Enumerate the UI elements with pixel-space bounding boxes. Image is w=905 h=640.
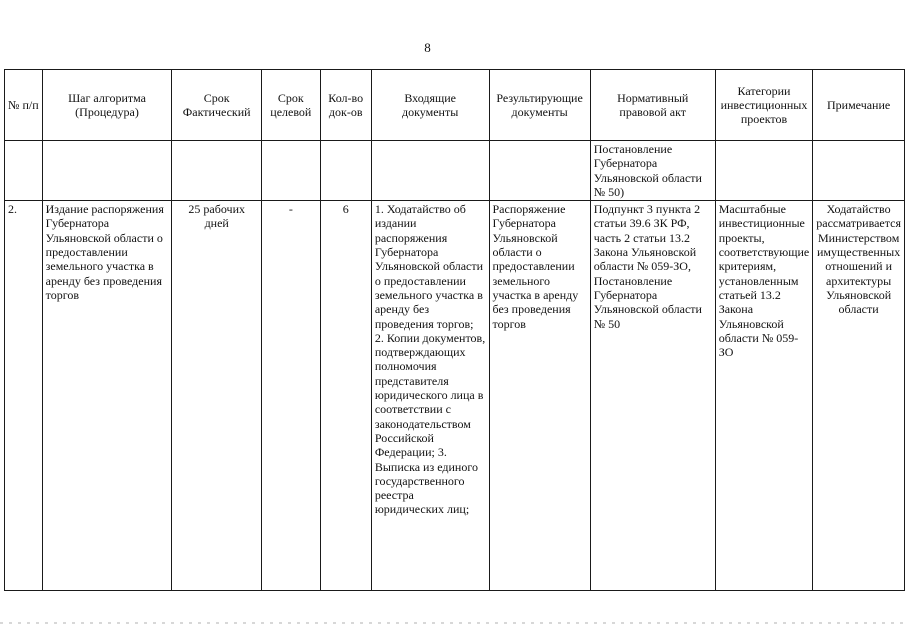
continuation-row	[5, 141, 905, 201]
row-category: Масштабные инвестиционные проекты, соответствующие критериям, установленным статьей 13.2 Закона Ульяновской области № 059-ЗО	[715, 201, 813, 591]
page-number: 8	[424, 40, 431, 55]
row-doc-count: 6	[320, 201, 371, 591]
cont-cell-term-target	[262, 141, 321, 201]
header-row	[5, 70, 905, 141]
header-term-actual: Срок Фактический	[172, 70, 262, 141]
row-term-actual: 25 рабочих дней	[172, 201, 262, 591]
cont-cell-step	[42, 141, 172, 201]
header-result-docs: Результирующие документы	[489, 70, 590, 141]
cont-cell-category	[715, 141, 813, 201]
cont-cell-doc-count	[320, 141, 371, 201]
row-note: Ходатайство рассматривается Министерством имущественных отношений и архитектуры Ульяновской области	[813, 201, 905, 591]
cont-cell-term-actual	[172, 141, 262, 201]
scan-noise-strip	[0, 622, 905, 624]
cont-cell-num	[5, 141, 43, 201]
header-legal-act: Нормативный правовой акт	[590, 70, 715, 141]
row-step: Издание распоряжения Губернатора Ульяновской области о предоставлении земельного участка в аренду без проведения торгов	[42, 201, 172, 591]
row-result-docs: Распоряжение Губернатора Ульяновской области о предоставлении земельного участка в аренду без проведения торгов	[489, 201, 590, 591]
header-category: Категории инвестиционных проектов	[715, 70, 813, 141]
header-term-target: Срок целевой	[262, 70, 321, 141]
row-legal-act: Подпункт 3 пункта 2 статьи 39.6 ЗК РФ, часть 2 статьи 13.2 Закона Ульяновской области № 059-ЗО, Постановление Губернатора Ульяновской области № 50	[590, 201, 715, 591]
cont-cell-note	[813, 141, 905, 201]
cont-cell-input-docs	[371, 141, 489, 201]
row-num: 2.	[5, 201, 43, 591]
table-row	[5, 201, 905, 591]
header-note: Примечание	[813, 70, 905, 141]
algorithm-table	[4, 69, 905, 591]
header-step: Шаг алгоритма (Процедура)	[42, 70, 172, 141]
row-term-target: -	[262, 201, 321, 591]
header-doc-count: Кол-во док-ов	[320, 70, 371, 141]
header-num: № п/п	[5, 70, 43, 141]
row-input-docs: 1. Ходатайство об издании распоряжения Губернатора Ульяновской области о предоставлении земельного участка в аренду без проведения торгов; 2. Копии документов, подтверждающих полномочия представителя юридического лица в соответствии с законодательством Российской Федерации; 3. Выписка из единого государственного реестра юридических лиц;	[371, 201, 489, 591]
cont-cell-legal-act: Постановление Губернатора Ульяновской области № 50)	[590, 141, 715, 201]
cont-cell-result-docs	[489, 141, 590, 201]
header-input-docs: Входящие документы	[371, 70, 489, 141]
